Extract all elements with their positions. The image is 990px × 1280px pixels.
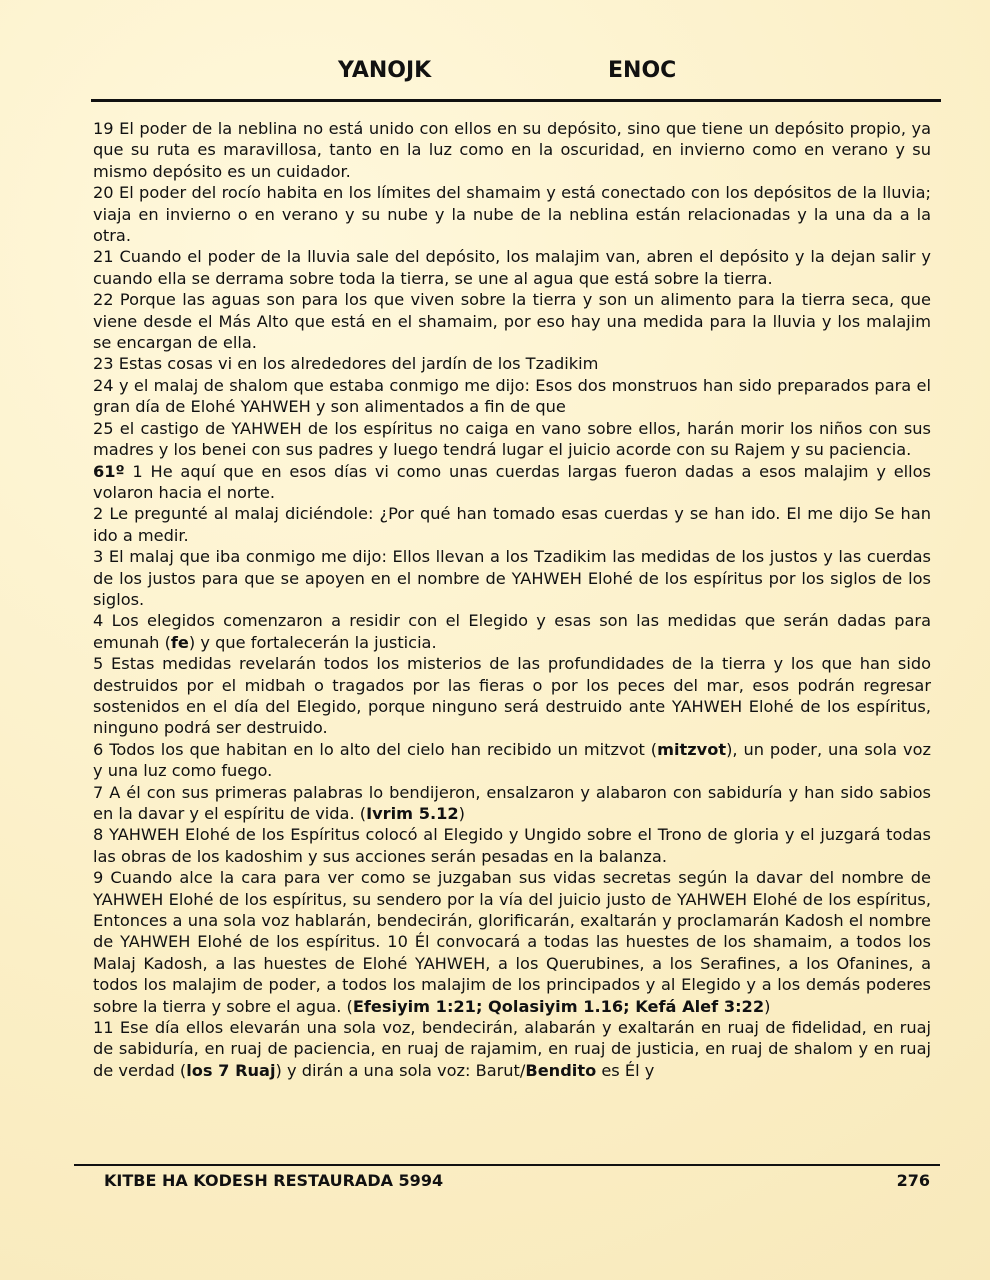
- page-number: 276: [896, 1171, 930, 1190]
- header-title-left: YANOJK: [338, 58, 432, 83]
- bold-reference: Efesiyim 1:21; Qolasiyim 1.16; Kefá Alef 3:22: [352, 996, 765, 1016]
- bold-term: fe: [170, 632, 189, 652]
- verse-text: ): [458, 804, 465, 823]
- verse-6: [93, 739, 931, 782]
- verse-22: 22 Porque las aguas son para los que viven sobre la tierra y son un alimento para la tierra seca, que viene desde el Más Alto que está en el shamaim, por eso hay una medida para la lluvia y los malajim se encargan de ella.: [93, 290, 931, 353]
- verse-11: [93, 1017, 931, 1081]
- verse-25: 25 el castigo de YAHWEH de los espíritus no caiga en vano sobre ellos, harán morir los niños con sus madres y los benei con sus padres y luego tendrá lugar el juicio acorde con su Rajem y su paciencia.: [93, 418, 931, 460]
- verse-text: ): [764, 996, 771, 1016]
- page-header: [92, 58, 940, 94]
- verse-text: es Él y: [596, 1060, 655, 1080]
- header-rule: [91, 99, 941, 102]
- verse-3: 3 El malaj que iba conmigo me dijo: Ellos llevan a los Tzadikim las medidas de los justos y las cuerdas de los justos para que se apoyen en el nombre de YAHWEH Elohé de los espíritus por los siglos de los siglos.: [93, 547, 931, 609]
- page-footer: [104, 1171, 930, 1190]
- verse-text: 11 Ese día ellos elevarán una sola voz, bendecirán, alabarán y exaltarán en ruaj de fidelidad, en ruaj de sabiduría, en ruaj de paciencia, en ruaj de rajamim, en ruaj de justicia, en ruaj de shalom y en ruaj de verdad (: [93, 1018, 931, 1080]
- verse-20: 20 El poder del rocío habita en los límites del shamaim y está conectado con los depósitos de la lluvia; viaja en invierno o en verano y su nube y la nube de la neblina están relacionadas y la una da a la otra.: [93, 183, 931, 246]
- verse-5: 5 Estas medidas revelarán todos los misterios de las profundidades de la tierra y los que han sido destruidos por el midbah o tragados por las fieras o por los peces del mar, esos podrán regresar sostenidos en el día del Elegido, porque ninguno será destruido ante YAHWEH Elohé de los espíritus, ninguno podrá ser destruido.: [93, 654, 931, 738]
- bold-term: los 7 Ruaj: [186, 1060, 276, 1080]
- verse-4: [93, 610, 931, 653]
- header-title-right: ENOC: [608, 58, 677, 83]
- verse-text: 7 A él con sus primeras palabras lo bendijeron, ensalzaron y alabaron con sabiduría y han sido sabios en la davar y el espíritu de vida. (: [93, 782, 931, 823]
- footer-title: KITBE HA KODESH RESTAURADA 5994: [104, 1171, 444, 1190]
- footer-rule: [74, 1164, 940, 1166]
- verse-21: 21 Cuando el poder de la lluvia sale del depósito, los malajim van, abren el depósito y la dejan salir y cuando ella se derrama sobre toda la tierra, se une al agua que está sobre la tierra.: [93, 247, 931, 288]
- verse-text: 9 Cuando alce la cara para ver como se juzgaban sus vidas secretas según la davar del nombre de YAHWEH Elohé de los espíritus, su sendero por la vía del juicio justo de YAHWEH Elohé de los espíritus, Entonces a una sola voz hablarán, bendecirán, glorificarán, exaltarán y proclamarán Kadosh el nombre de YAHWEH Elohé de los espíritus. 10 Él convocará a todas las huestes de los shamaim, a todos los Malaj Kadosh, a las huestes de Elohé YAHWEH, a los Querubines, a los Serafines, a los Ofanines, a todos los malajim de poder, a todos los malajim de los principados y al Elegido y a los demás poderes sobre la tierra y sobre el agua. (: [93, 868, 931, 1016]
- verse-text: 6 Todos los que habitan en lo alto del cielo han recibido un mitzvot (: [93, 739, 658, 759]
- verse-text: ), un poder, una sola voz y una luz como fuego.: [93, 739, 931, 781]
- page-body: [93, 118, 931, 1081]
- bold-term: mitzvot: [657, 739, 727, 759]
- verse-8: 8 YAHWEH Elohé de los Espíritus colocó al Elegido y Ungido sobre el Trono de gloria y el juzgará todas las obras de los kadoshim y sus acciones serán pesadas en la balanza.: [93, 825, 931, 866]
- verse-61-1: [93, 461, 931, 504]
- verse-text: ) y dirán a una sola voz: Barut/: [275, 1060, 526, 1080]
- verse-9-10: [93, 867, 931, 1017]
- verse-2: 2 Le pregunté al malaj diciéndole: ¿Por qué han tomado esas cuerdas y se han ido. El me dijo Se han ido a medir.: [93, 504, 931, 545]
- bold-term: Bendito: [525, 1060, 597, 1080]
- verse-text: 4 Los elegidos comenzaron a residir con el Elegido y esas son las medidas que serán dadas para emunah (: [93, 611, 931, 652]
- verse-23: 23 Estas cosas vi en los alrededores del jardín de los Tzadikim: [93, 354, 599, 374]
- verse-24: 24 y el malaj de shalom que estaba conmigo me dijo: Esos dos monstruos han sido preparados para el gran día de Elohé YAHWEH y son alimentados a fin de que: [93, 375, 931, 417]
- verse-19: 19 El poder de la neblina no está unido con ellos en su depósito, sino que tiene un depósito propio, ya que su ruta es maravillosa, tanto en la luz como en la oscuridad, en invierno como en verano y su mismo depósito es un cuidador.: [93, 119, 931, 181]
- chapter-number: 61º: [93, 461, 125, 481]
- bold-reference: Ivrim 5.12: [366, 804, 459, 823]
- verse-text: 1 He aquí que en esos días vi como unas cuerdas largas fueron dadas a esos malajim y ellos volaron hacia el norte.: [93, 461, 931, 502]
- verse-7: [93, 782, 931, 825]
- verse-text: ) y que fortalecerán la justicia.: [188, 632, 437, 652]
